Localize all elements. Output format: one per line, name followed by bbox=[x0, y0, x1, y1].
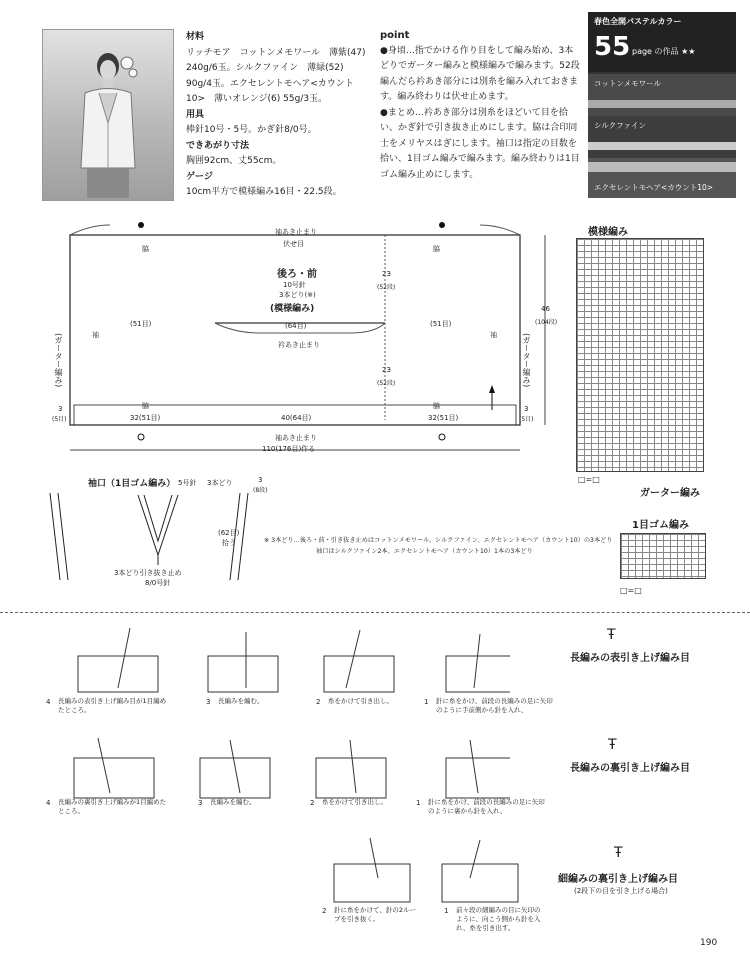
materials-block bbox=[186, 30, 371, 201]
swatch-page-number: 55 bbox=[594, 32, 631, 62]
sc-post-diagrams bbox=[330, 838, 530, 904]
yarn-strand-3 bbox=[588, 162, 736, 172]
section-divider bbox=[0, 612, 750, 613]
cuff-needle: 5号針 bbox=[178, 479, 197, 487]
right-count: (51目) bbox=[430, 320, 452, 328]
side-label-right-bottom: 脇 bbox=[433, 402, 440, 410]
front-step-4-text: 長編みの表引き上げ編み目が1目編めたところ。 bbox=[58, 697, 167, 714]
sc-post-symbol-icon: Ŧ bbox=[614, 845, 623, 861]
center-title: 後ろ・前 bbox=[277, 269, 317, 280]
bottom-label: 袖あき止まり bbox=[275, 434, 317, 442]
sleeve-label-right: 袖 bbox=[490, 331, 497, 339]
chart-title: 模様編み bbox=[588, 227, 628, 238]
back-step-1-num: 1 bbox=[416, 799, 421, 807]
height-46: 46 bbox=[541, 305, 550, 313]
point-title: point bbox=[380, 30, 410, 41]
point-body-1: ●身頃…指でかける作り目をして編み始め、3本どりでガーター編みと模様編みで編みます。52段編んだら衿あき部分には別糸を編み入れておきます。編み終わりは伏せ止めます。 bbox=[380, 45, 580, 102]
pattern-label: (模様編み) bbox=[270, 304, 315, 314]
tools-text: 棒針10号・5号。かぎ針8/0号。 bbox=[186, 125, 317, 135]
garter-side-right: (ガーター編み) bbox=[522, 333, 531, 388]
sc-step-2-num: 2 bbox=[322, 907, 327, 915]
back-step-1-text: 針に糸をかけ、前段の長編みの足に矢印のように裏から針を入れ、 bbox=[428, 798, 545, 815]
yarn-label-2: シルクファイン bbox=[594, 121, 647, 130]
front-post-title: 長編みの表引き上げ編み目 bbox=[570, 653, 690, 664]
pattern-chart bbox=[576, 238, 704, 472]
sleeve-label-left: 袖 bbox=[92, 331, 99, 339]
gauge-text: 10cm平方で模様編み16目・22.5段。 bbox=[186, 187, 342, 197]
sc-post-title: 細編みの裏引き上げ編み目 bbox=[558, 874, 678, 885]
back-step-2-num: 2 bbox=[310, 799, 315, 807]
yarn-strand-2 bbox=[588, 142, 736, 150]
sc-post-subtitle: (2段下の目を引き上げる場合) bbox=[574, 887, 668, 895]
yarn-row-3 bbox=[588, 158, 736, 198]
model-figure-icon bbox=[77, 48, 139, 198]
back-post-symbol-icon: Ŧ bbox=[608, 737, 617, 753]
left-count: (51目) bbox=[130, 320, 152, 328]
cuff-pickup: 拾う bbox=[222, 539, 236, 547]
yarn-row-1 bbox=[588, 74, 736, 116]
size-text: 胸囲92cm、丈55cm。 bbox=[186, 156, 282, 166]
total-width: 110(176目)作る bbox=[262, 445, 316, 453]
side-label-right: 脇 bbox=[433, 245, 440, 253]
tools-heading: 用具 bbox=[186, 109, 205, 120]
cuff-title: 袖口（1目ゴム編み） bbox=[88, 479, 176, 489]
body-diagram bbox=[30, 215, 560, 460]
lower-52: (52段) bbox=[377, 380, 396, 387]
yarn-label-1: コットンメモワール bbox=[594, 79, 661, 88]
bind-off-label: 伏せ目 bbox=[283, 240, 304, 248]
needle-size: 10号針 bbox=[283, 281, 306, 289]
front-step-1-num: 1 bbox=[424, 698, 429, 706]
side-label-left-bottom: 脇 bbox=[142, 402, 149, 410]
swatch-page-suffix: page の作品 ★★ bbox=[632, 47, 696, 56]
materials-body: リッチモア コットンメモワール 薄紫(47) 240g/6玉。シルクファイン 薄緑(52) 90g/4玉。エクセレントモヘア<カウント10> 薄いオレンジ(6) 55g/3玉。 bbox=[186, 47, 366, 104]
yarn-row-2 bbox=[588, 116, 736, 158]
front-step-2-num: 2 bbox=[316, 698, 321, 706]
back-post-diagrams bbox=[70, 738, 510, 800]
front-post-diagrams bbox=[70, 628, 510, 696]
sc-step-2-text: 針に糸をかけて、針の2ループを引き抜く。 bbox=[334, 906, 417, 923]
cuff-eight-rows: (8段) bbox=[253, 487, 268, 494]
yarn-strand-1 bbox=[588, 100, 736, 108]
yarn-label-3: エクセレントモヘア<カウント10> bbox=[594, 183, 714, 192]
point-block bbox=[380, 28, 580, 183]
cuff-strands: 3本どり bbox=[207, 479, 233, 487]
front-post-symbol-icon: Ŧ bbox=[607, 627, 616, 643]
mid-count: (64目) bbox=[285, 322, 307, 330]
size-heading: できあがり寸法 bbox=[186, 140, 250, 151]
back-post-title: 長編みの裏引き上げ編み目 bbox=[570, 763, 690, 774]
page-number: 190 bbox=[700, 938, 718, 948]
upper-52: (52段) bbox=[377, 284, 396, 291]
front-step-3-num: 3 bbox=[206, 698, 211, 706]
note-line-1: ※ 3本どり…後ろ・前・引き抜き止めはコットンメモワール、シルクファイン、エクセレントモヘア（カウント10）の3本どり bbox=[264, 537, 613, 544]
back-step-4-text: 長編みの裏引き上げ編みが1目編めたところ。 bbox=[58, 798, 167, 815]
rib-chart bbox=[620, 533, 706, 579]
side-label-left: 脇 bbox=[142, 245, 149, 253]
chart-garter-label: ガーター編み bbox=[640, 488, 700, 499]
front-step-3-text: 長編みを編む。 bbox=[218, 697, 264, 705]
upper-23: 23 bbox=[382, 270, 391, 278]
neck-label: 衿あき止まり bbox=[278, 341, 320, 349]
front-step-4-num: 4 bbox=[46, 698, 51, 706]
height-104: (104段) bbox=[535, 319, 558, 326]
front-step-2-text: 糸をかけて引き出し。 bbox=[328, 697, 393, 705]
bottom-mid-count: 40(64目) bbox=[281, 414, 312, 422]
rib-legend: □=□ bbox=[620, 586, 642, 595]
five-rows-right: (5目) bbox=[519, 416, 534, 423]
rib-title: 1目ゴム編み bbox=[632, 520, 689, 531]
cuff-hook: 8/0号針 bbox=[145, 579, 171, 587]
three-cm-right: 3 bbox=[524, 405, 529, 413]
front-step-1-text: 針に糸をかけ、前段の長編みの足に矢印のように手前側から針を入れ、 bbox=[436, 697, 553, 714]
three-cm-left: 3 bbox=[58, 405, 63, 413]
materials-heading: 材料 bbox=[186, 32, 205, 42]
gauge-heading: ゲージ bbox=[186, 171, 213, 182]
cuff-sixty-two: (62目) bbox=[218, 529, 240, 537]
back-step-4-num: 4 bbox=[46, 799, 51, 807]
top-label: 袖あき止まり bbox=[275, 228, 317, 236]
cuff-finish: 3本どり引き抜き止め bbox=[114, 569, 182, 577]
back-step-2-text: 糸をかけて引き出し。 bbox=[322, 798, 387, 806]
lower-23: 23 bbox=[382, 366, 391, 374]
sc-step-1-text: 前々段の細編みの目に矢印のように、向こう側から針を入れ、糸を引き出す。 bbox=[456, 906, 541, 932]
bottom-right-count: 32(51目) bbox=[428, 414, 459, 422]
bottom-left-count: 32(51目) bbox=[130, 414, 161, 422]
five-rows-left: (5目) bbox=[52, 416, 67, 423]
swatch-header bbox=[588, 12, 736, 72]
garter-side-left: (ガーター編み) bbox=[54, 333, 63, 388]
back-step-3-text: 長編みを編む。 bbox=[210, 798, 256, 806]
chart-legend: □=□ bbox=[578, 475, 600, 484]
point-body-2: ●まとめ…衿あき部分は別糸をほどいて目を拾い、かぎ針で引き抜き止めにします。脇は合印同士をメリヤスはぎにします。袖口は指定の目数を拾い、1目ゴム編みで編みます。編み終わりは1目ゴム編み止めにします。 bbox=[380, 107, 580, 180]
strands-label: 3本どり(※) bbox=[279, 291, 316, 299]
note-line-2: 袖口はシルクファイン2本、エクセレントモヘア（カウント10）1本の3本どり bbox=[316, 548, 533, 555]
cuff-three: 3 bbox=[258, 476, 263, 484]
back-step-3-num: 3 bbox=[198, 799, 203, 807]
yarn-swatch-panel bbox=[588, 12, 736, 198]
sc-step-1-num: 1 bbox=[444, 907, 449, 915]
swatch-header-text: 春色全開パステルカラー bbox=[594, 17, 682, 26]
model-photo bbox=[42, 29, 174, 201]
